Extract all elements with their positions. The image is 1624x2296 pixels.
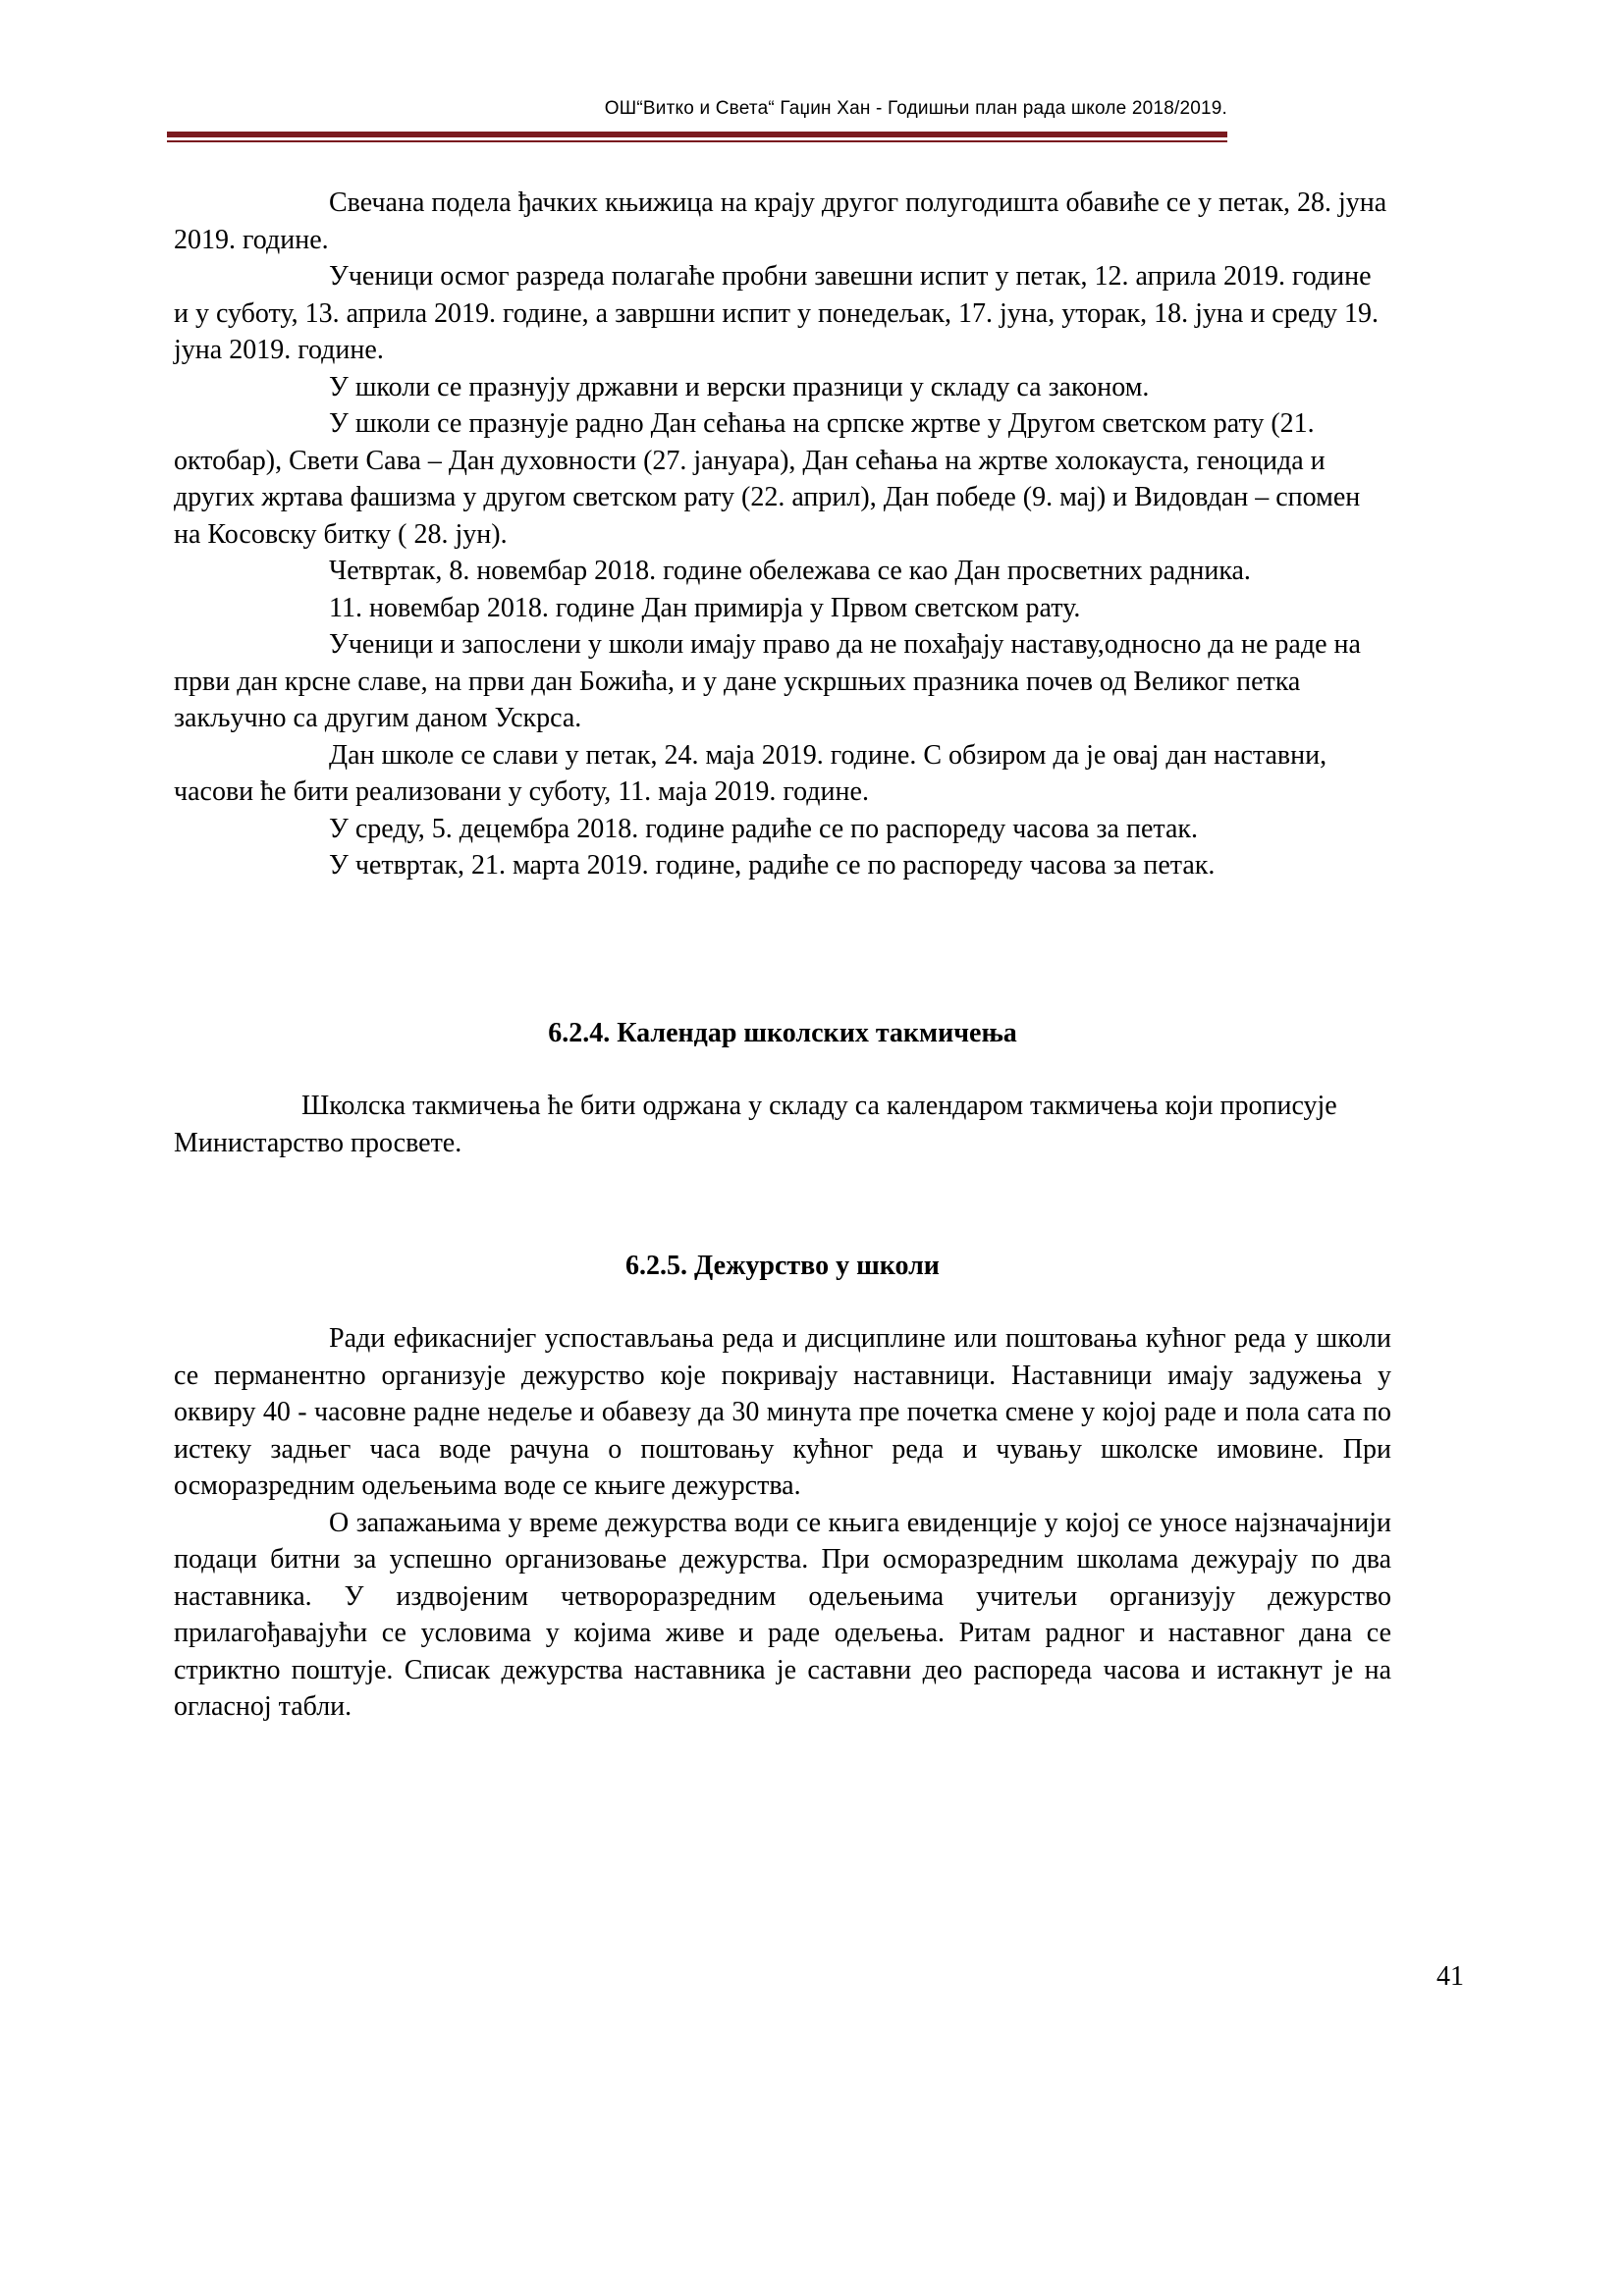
paragraph-working-holidays: У школи се празнује радно Дан сећања на српске жртве у Другом светском рату (21. октобар), Свети Сава – Дан духовности (27. јануара), Дан сећања на жртве холокауста, геноцида и других жртава фашизма у другом светском рату (22. април), Дан победе (9. мај) и Видовдан – спомен на Косовску битку ( 28. јун). (174, 408, 1361, 550)
paragraph-religious-leave: Ученици и запослени у школи имају право да не похађају наставу,односно да не раде на први дан крсне славе, на први дан Божића, и у дане ускршњих празника почев од Великог петка закључно са другим даном Ускрса. (174, 629, 1361, 733)
paragraph-december-schedule: У среду, 5. децембра 2018. године радиће се по распореду часова за петак. (329, 813, 1198, 844)
paragraph-final-exam: Ученици осмог разреда полагаће пробни завешни испит у петак, 12. априла 2019. године и у суботу, 13. априла 2019. године, а завршни испит у понедељак, 17. јуна, уторак, 18. јуна и среду 19. јуна 2019. године. (174, 261, 1380, 365)
paragraph-school-day: Дан школе се слави у петак, 24. маја 2019. године. С обзиром да је овај дан наставни, часови ће бити реализовани у суботу, 11. маја 2019. године. (174, 739, 1327, 807)
paragraph-holidays: У школи се празнују државни и верски празници у складу са законом. (329, 371, 1150, 402)
header-rule (167, 132, 1227, 137)
section-heading-duty: 6.2.5. Дежурство у школи (625, 1251, 940, 1281)
section-heading-competitions: 6.2.4. Календар школских такмичења (548, 1018, 1017, 1048)
paragraph-march-schedule: У четвртак, 21. марта 2019. године, радиће се по распореду часова за петак. (329, 850, 1216, 881)
header-rule-thin (167, 140, 1227, 142)
events-section (174, 185, 1391, 884)
document-header: ОШ“Витко и Света“ Гаџин Хан - Годишњи план рада школе 2018/2019. (604, 98, 1227, 119)
competitions-section (174, 1088, 1391, 1161)
paragraph-teachers-day: Четвртак, 8. новембар 2018. године обележава се као Дан просветних радника. (329, 556, 1251, 586)
paragraph-duty-records: О запажањима у време дежурства води се књига евиденције у којој се уносе најзначајнији подаци битни за успешно организовање дежурства. При осморазредним школама дежурају по два наставника. У издвојеним четвороразредним одељењима учитељи организују дежурство прилагођавајући се условима у којима живе и раде одељења. Ритам радног и наставног дана се стриктно поштује. Списак дежурства наставника је саставни део распореда часова и истакнут је на огласној табли. (174, 1507, 1391, 1722)
paragraph-competitions: Школска такмичења ће бити одржана у складу са календаром такмичења који прописује Министарство просвете. (174, 1091, 1337, 1158)
paragraph-armistice-day: 11. новембар 2018. године Дан примирја у Првом светском рату. (329, 592, 1081, 623)
duty-section (174, 1320, 1391, 1726)
paragraph-report-cards: Свечана подела ђачких књижица на крају другог полугодишта обавиће се у петак, 28. јуна 2019. године. (174, 187, 1387, 255)
paragraph-duty-organization: Ради ефикаснијег успостављања реда и дисциплине или поштовања кућног реда у школи се перманентно организује дежурство које покривају наставници. Наставници имају задужења у оквиру 40 - часовне радне недеље и обавезу да 30 минута пре почетка смене у којој раде и пола сата по истеку задњег часа воде рачуна о поштовању кућног реда и чувању школске имовине. При осморазредним одељењима воде се књиге дежурства. (174, 1323, 1391, 1501)
page-number: 41 (1436, 1961, 1464, 1992)
